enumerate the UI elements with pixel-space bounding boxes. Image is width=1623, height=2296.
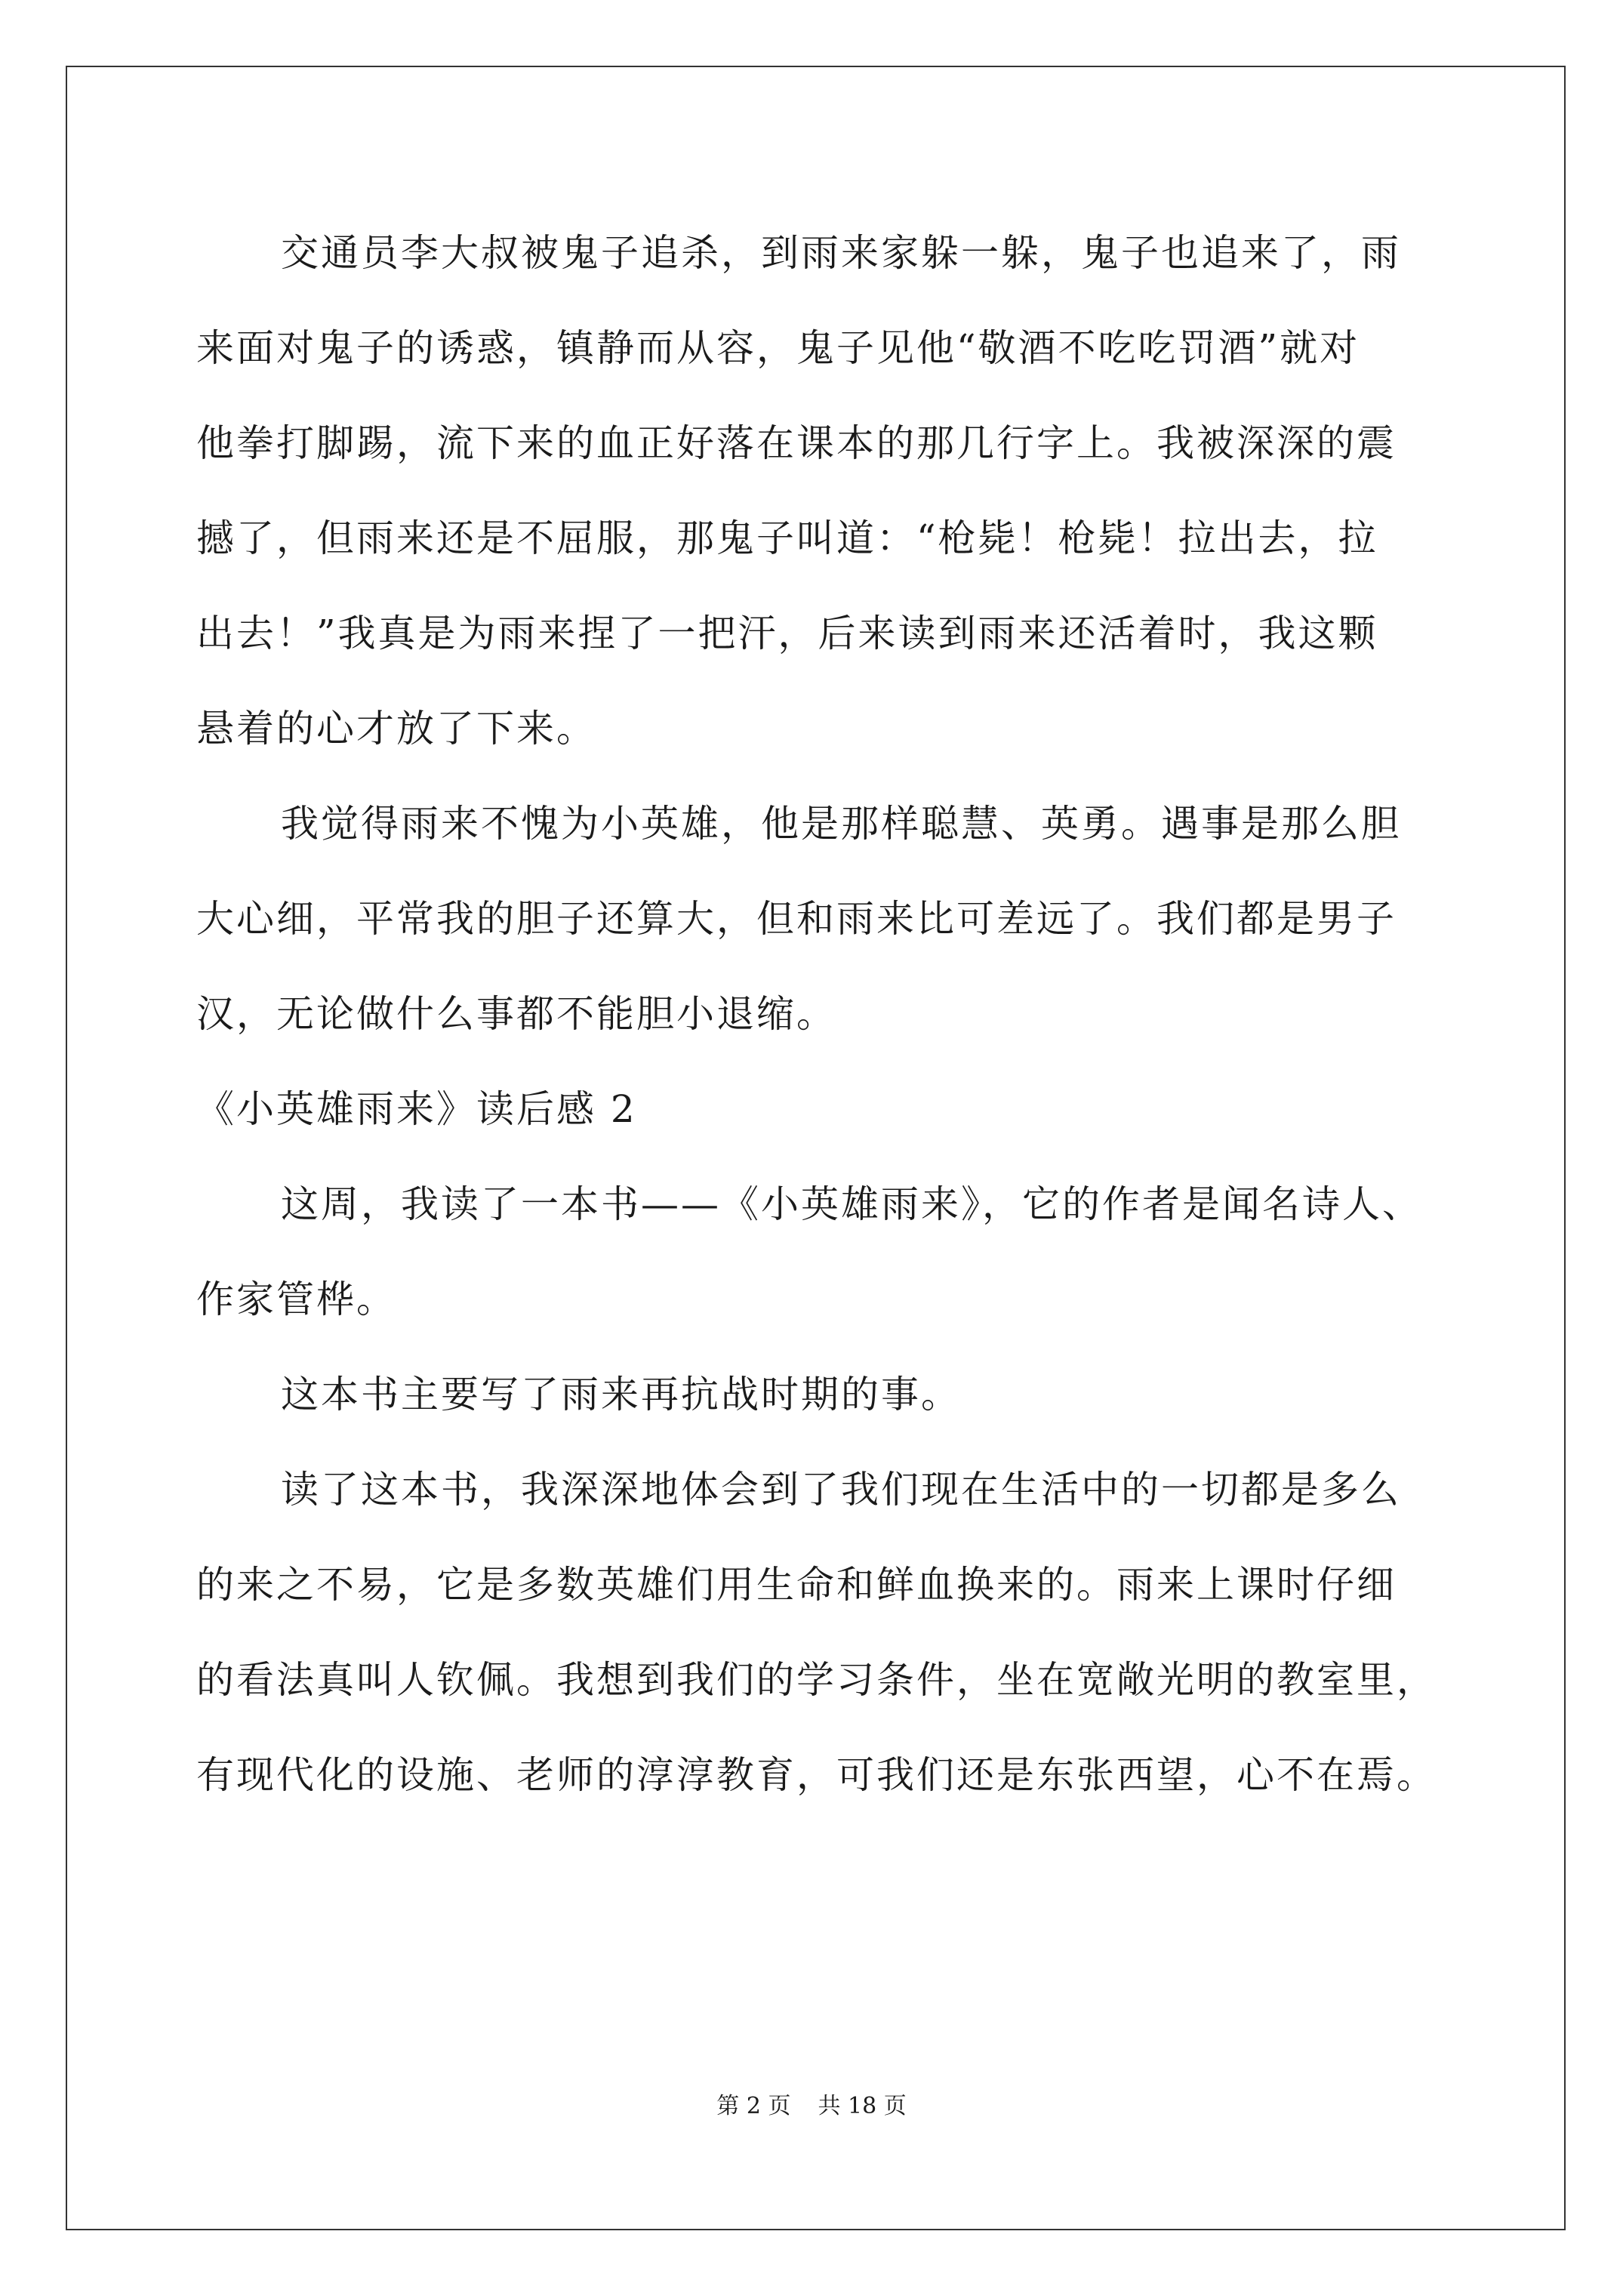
paragraph-line: 有现代化的设施、老师的淳淳教育，可我们还是东张西望，心不在焉。 [196, 1753, 1437, 1797]
paragraph-line: 来面对鬼子的诱惑，镇静而从容，鬼子见他“敬酒不吃吃罚酒”就对 [196, 326, 1360, 370]
page-total: 共 18 页 [818, 2093, 907, 2119]
paragraph-line: 撼了，但雨来还是不屈服，那鬼子叫道：“枪毙！枪毙！拉出去，拉 [196, 516, 1378, 560]
paragraph-line: 这周，我读了一本书——《小英雄雨来》，它的作者是闻名诗人、 [281, 1182, 1422, 1226]
section-heading: 《小英雄雨来》读后感 2 [196, 1087, 637, 1131]
paragraph-line: 读了这本书，我深深地体会到了我们现在生活中的一切都是多么 [281, 1468, 1401, 1512]
paragraph-line: 交通员李大叔被鬼子追杀，到雨来家躲一躲，鬼子也追来了，雨 [281, 231, 1401, 275]
page-number: 第 2 页 [716, 2093, 791, 2119]
paragraph-line: 的来之不易，它是多数英雄们用生命和鲜血换来的。雨来上课时仔细 [196, 1563, 1397, 1607]
paragraph-line: 汉，无论做什么事都不能胆小退缩。 [196, 992, 836, 1036]
paragraph-line: 出去！”我真是为雨来捏了一把汗，后来读到雨来还活着时，我这颗 [196, 612, 1378, 655]
paragraph-line: 的看法真叫人钦佩。我想到我们的学习条件，坐在宽敞光明的教室里， [196, 1658, 1437, 1702]
paragraph-line: 大心细，平常我的胆子还算大，但和雨来比可差远了。我们都是男子 [196, 897, 1397, 941]
paragraph-line: 他拳打脚踢，流下来的血正好落在课本的那几行字上。我被深深的震 [196, 421, 1397, 465]
paragraph-line: 这本书主要写了雨来再抗战时期的事。 [281, 1373, 961, 1416]
paragraph-line: 我觉得雨来不愧为小英雄，他是那样聪慧、英勇。遇事是那么胆 [281, 802, 1401, 846]
page-footer [0, 2091, 1623, 2122]
paragraph-line: 作家管桦。 [196, 1277, 396, 1321]
page-border [66, 66, 1566, 2230]
paragraph-line: 悬着的心才放了下来。 [196, 707, 596, 750]
